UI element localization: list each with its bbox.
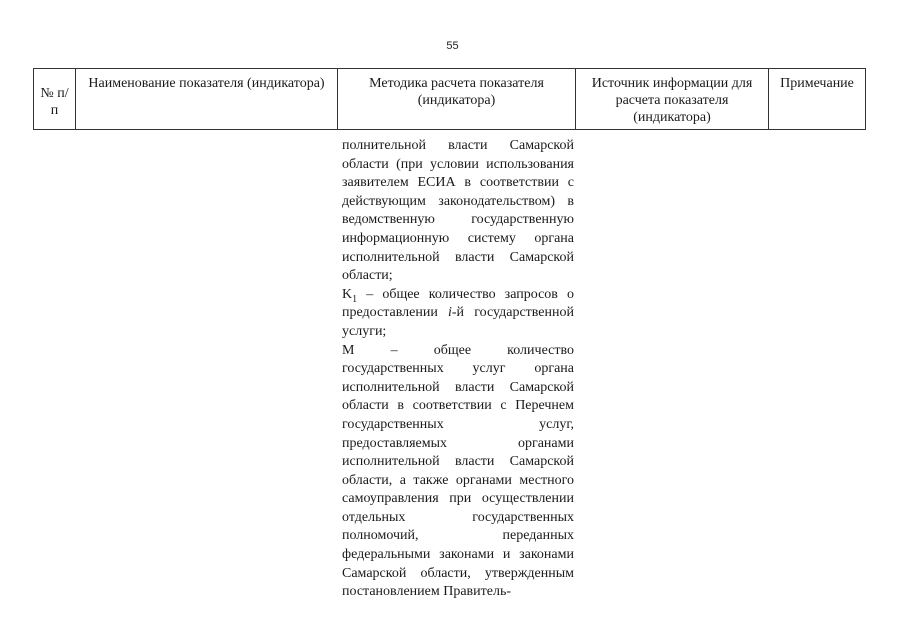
k-symbol: K bbox=[342, 286, 353, 302]
method-paragraph-2 bbox=[342, 286, 574, 342]
k-definition-start: – общее количество запросов о предоставлении bbox=[342, 286, 574, 321]
page-number: 55 bbox=[446, 40, 459, 52]
column-header-number: № п/п bbox=[34, 69, 76, 130]
column-header-note: Примечание bbox=[769, 69, 866, 130]
method-paragraph-3: M – общее количество государственных услуг органа исполнительной власти Самарской области в соответствии с Перечнем государственных услуг, предоставляемых органами исполнительной власти Самарской области, а также органами местного самоуправления при осуществлении отдельных государственных полномочий, переданных федеральными законами и законами Самарской области, утвержденным постановлением Правитель- bbox=[342, 342, 574, 600]
column-header-calculation-method: Методика расчета показателя (индикатора) bbox=[338, 69, 576, 130]
column-header-indicator-name: Наименование показателя (индикатора) bbox=[76, 69, 338, 130]
indicator-table-header bbox=[33, 68, 866, 130]
k-definition-end: -й государственной услуги; bbox=[342, 305, 575, 339]
calculation-method-text bbox=[342, 137, 574, 602]
method-paragraph-1: полнительной власти Самарской области (при условии использования заявителем ЕСИА в соответствии с действующим законодательством) в ведомственную государственную информационную систему органа исполнительной власти Самарской области; bbox=[342, 138, 574, 284]
k-subscript: 1 bbox=[352, 293, 358, 305]
column-header-information-source: Источник информации для расчета показателя (индикатора) bbox=[576, 69, 769, 130]
index-i: i bbox=[448, 305, 452, 321]
